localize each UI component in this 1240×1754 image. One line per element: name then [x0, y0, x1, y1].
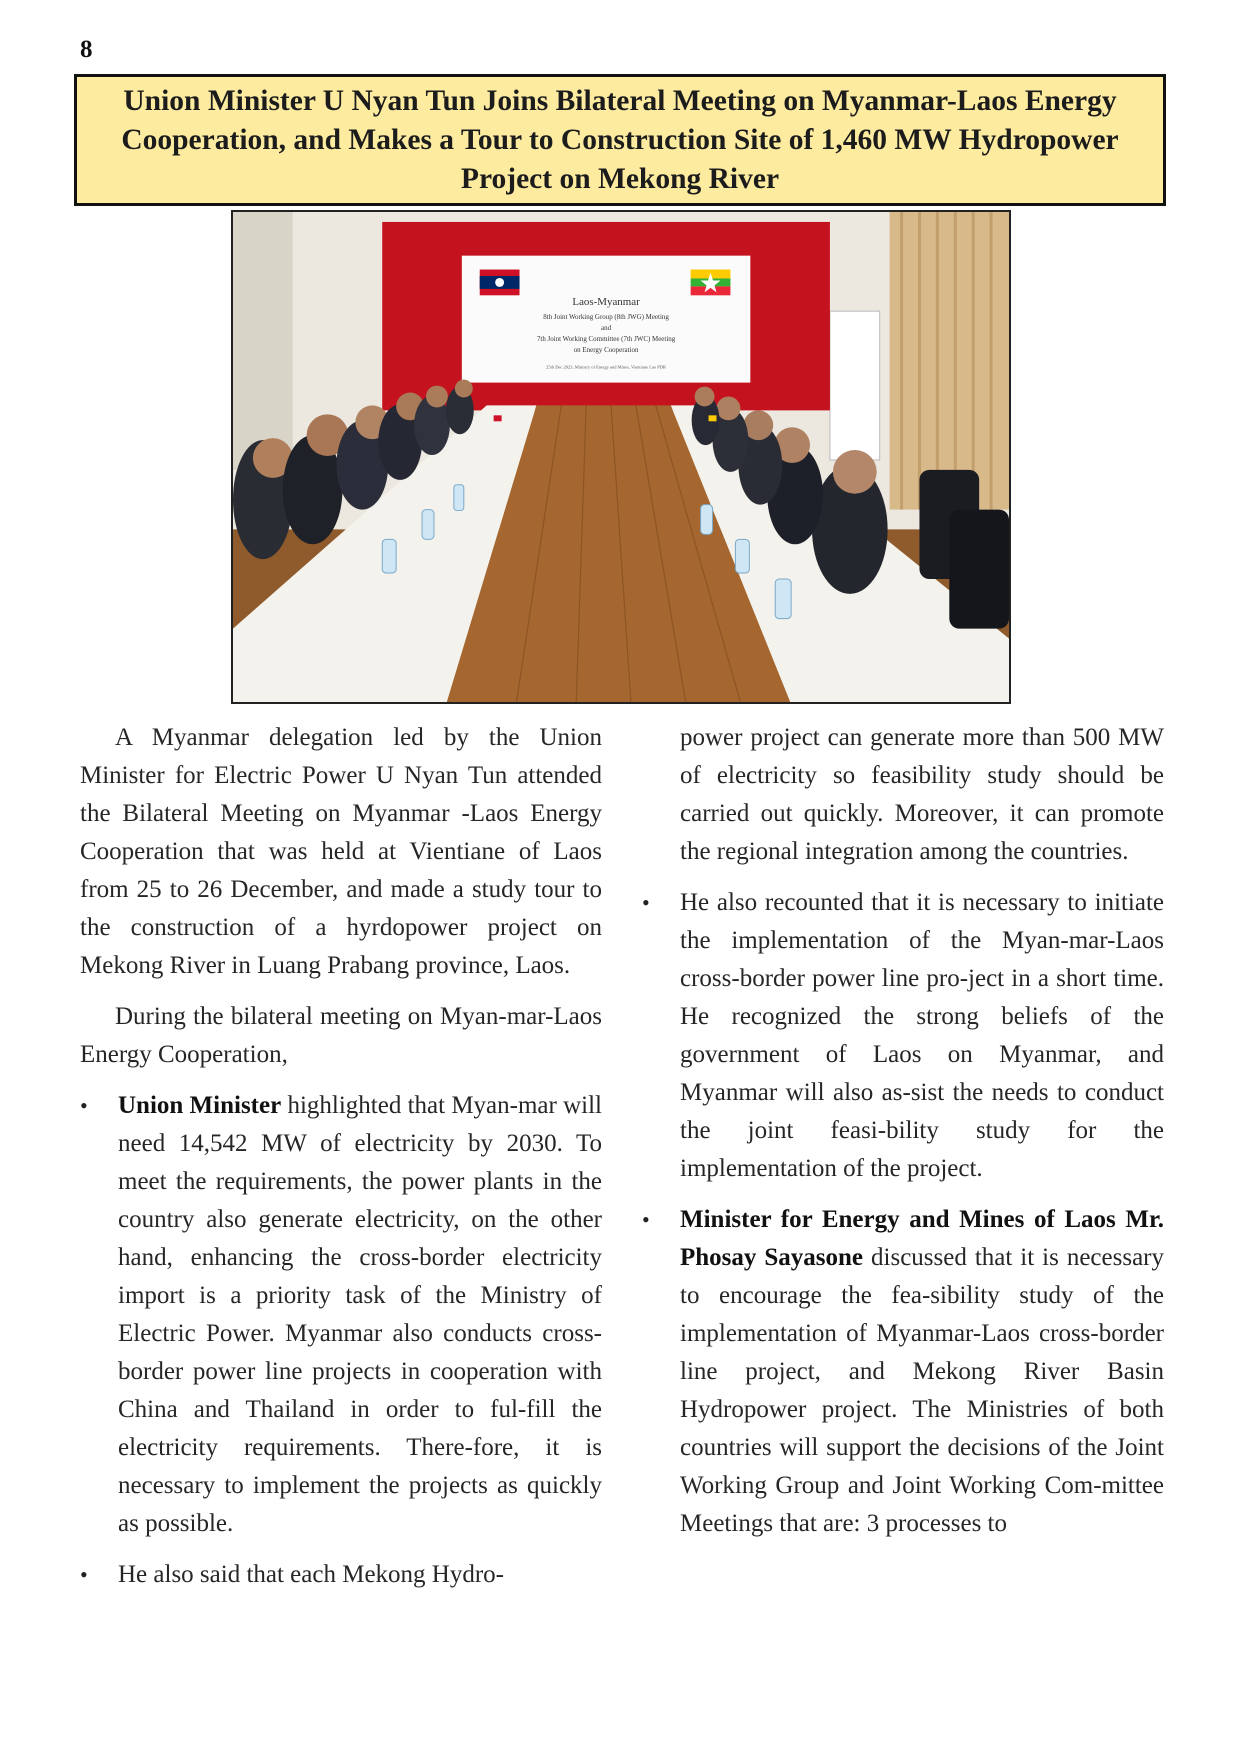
mekong-text: He also said that each Mekong Hydro-: [118, 1561, 504, 1588]
bullet-cross-border: [642, 884, 1164, 1188]
bullet-icon: •: [642, 1207, 650, 1232]
title-box: [74, 74, 1166, 206]
union-minister-label: Union Minister: [118, 1092, 282, 1119]
meeting-photo-illustration: [233, 212, 1009, 702]
myanmar-flag-icon: [691, 270, 731, 296]
right-column: [642, 719, 1164, 1543]
meeting-paragraph: During the bilateral meeting on Myan-mar-Laos Energy Cooperation,: [80, 1003, 602, 1068]
banner-line6: 25th Dec 2023, Ministry of Energy and Mines, Vientiane Lao PDR: [546, 364, 667, 370]
bullet-laos-minister: [642, 1201, 1164, 1543]
mekong-continuation: power project can generate more than 500 MW of electricity so feasibility study should be carried out quickly. Moreover, it can promote the regional integration among the countries.: [680, 724, 1164, 865]
banner-line5: on Energy Cooperation: [573, 345, 639, 354]
bullet-mekong: [80, 1556, 602, 1594]
bullet-icon: •: [80, 1562, 88, 1587]
laos-flag-icon: [480, 270, 520, 296]
banner-line1: Laos-Myanmar: [572, 296, 640, 309]
page-number: 8: [80, 36, 93, 63]
intro-paragraph: A Myanmar delegation led by the Union Minister for Electric Power U Nyan Tun attended the Bilateral Meeting on Myanmar -Laos Energy Cooperation that was held at Vientiane of Laos from 25 to 26 December, and made a study tour to the construction of a hyrdopower project on Mekong River in Luang Prabang province, Laos.: [80, 724, 602, 979]
article-title: Union Minister U Nyan Tun Joins Bilateral Meeting on Myanmar-Laos Energy Cooperation, and Makes a Tour to Construction Site of 1,460 MW Hydropower Project on Mekong River: [121, 84, 1119, 195]
union-minister-text: highlighted that Myan-mar will need 14,542 MW of electricity by 2030. To meet the requirements, the power plants in the country also generate electricity, on the other hand, enhancing the cross-border electricity import is a priority task of the Ministry of Electric Power. Myanmar also conducts cross-border power line projects in cooperation with China and Thailand in order to ful-fill the electricity requirements. There-fore, it is necessary to implement the projects as quickly as possible.: [118, 1092, 602, 1537]
bullet-union-minister: [80, 1087, 602, 1543]
banner-line3: and: [601, 324, 612, 333]
banner-line2: 8th Joint Working Group (8th JWG) Meeting: [543, 313, 669, 322]
banner-line4: 7th Joint Working Committee (7th JWC) Meeting: [536, 334, 676, 343]
bullet-icon: •: [642, 890, 650, 915]
bullet-icon: •: [80, 1093, 88, 1118]
left-column: [80, 719, 602, 1594]
laos-minister-text: discussed that it is necessary to encourage the fea-sibility study of the implementation of Myanmar-Laos cross-border line project, and Mekong River Basin Hydropower project. The Ministries of both countries will support the decisions of the Joint Working Group and Joint Working Com-mittee Meetings that are: 3 processes to: [680, 1244, 1164, 1537]
laos-minister-label: Minister for Energy and Mines of Laos Mr. Phosay Sayasone: [680, 1206, 1164, 1271]
cross-border-text: He also recounted that it is necessary to initiate the implementation of the Myan-mar-Laos cross-border power line pro-ject in a short time. He recognized the strong beliefs of the government of Laos on Myanmar, and Myanmar will also as-sist the needs to conduct the joint feasi-bility study for the implementation of the project.: [680, 889, 1164, 1182]
meeting-photo: [231, 210, 1011, 704]
